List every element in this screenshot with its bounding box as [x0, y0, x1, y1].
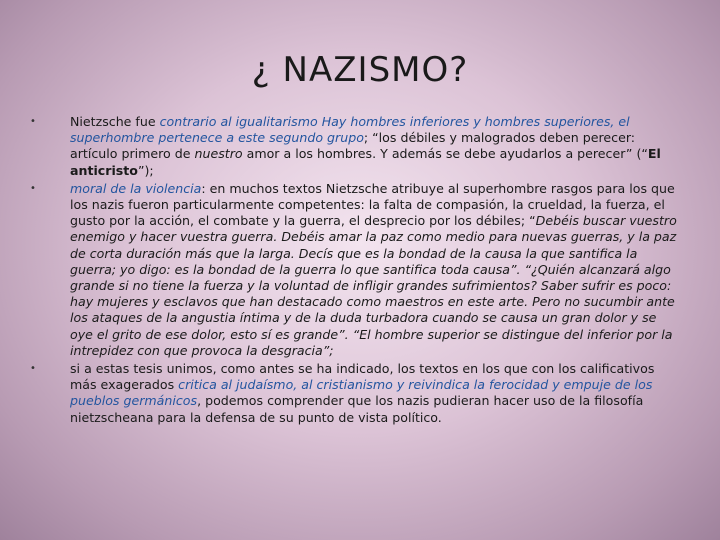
bold-text: El anticristo — [70, 146, 661, 178]
text-run: , podemos comprender que los nazis pudieran hacer uso de la filosofía nietzscheana para la defensa de su punto de vista político. — [70, 393, 644, 425]
bullet-list — [30, 114, 680, 428]
highlighted-text: critica al judaísmo, al cristianismo y reivindica la ferocidad y empuje de los pueblos germánicos — [70, 377, 653, 409]
italic-text: nuestro — [194, 146, 243, 162]
highlighted-text: moral de la violencia — [70, 180, 202, 196]
highlighted-text: contrario al igualitarismo Hay hombres inferiores y hombres superiores, el superhombre pertenece a este segundo grupo — [70, 114, 630, 146]
bullet-item-2 — [30, 181, 680, 359]
bullet-item-1 — [30, 114, 680, 179]
slide-title: ¿ NAZISMO? — [251, 50, 469, 90]
text-run: ; “los débiles y malogrados deben perecer: artículo primero de — [70, 130, 636, 162]
bullet-dot-icon: • — [30, 182, 36, 194]
bullet-dot-icon: • — [30, 116, 36, 127]
text-run: amor a los hombres. Y además se debe ayudarlos a perecer” (“ — [242, 146, 648, 162]
text-run: : en muchos textos Nietzsche atribuye al superhombre rasgos para los que los nazis fueron particularmente competentes: la falta de compasión, la crueldad, la fuerza, el gusto por la acción, el combate y la guerra, el desprecio por los débiles; “ — [70, 180, 675, 229]
italic-quote: Debéis buscar vuestro enemigo y hacer vuestra guerra. Debéis amar la paz como medio para nuevas guerras, y la paz de corta duración más que la larga. Decís que es la bondad de la causa la que santifica la guerra; yo digo: es la bondad de la guerra lo que santifica toda causa”. “¿Quién alcanzará algo grande si no tiene la fuerza y la voluntad de infligir grandes sufrimientos? Saber sufrir es poco: hay mujeres y esclavos que han destacado como maestros en este arte. Pero no sucumbir ante los ataques de la angustia íntima y de la duda turbadora cuando se causa un gran dolor y se oye el grito de ese dolor, esto sí es grande”. “El hombre superior se distingue del inferior por la intrepidez con que provoca la desgracia”; — [70, 213, 677, 358]
text-run: si a estas tesis unimos, como antes se ha indicado, los textos en los que con los calificativos más exagerados — [70, 361, 655, 393]
text-run: ”); — [137, 162, 154, 178]
bullet-item-3 — [30, 361, 680, 426]
bullet-dot-icon: • — [30, 363, 36, 375]
text-run: Nietzsche fue — [70, 114, 160, 129]
